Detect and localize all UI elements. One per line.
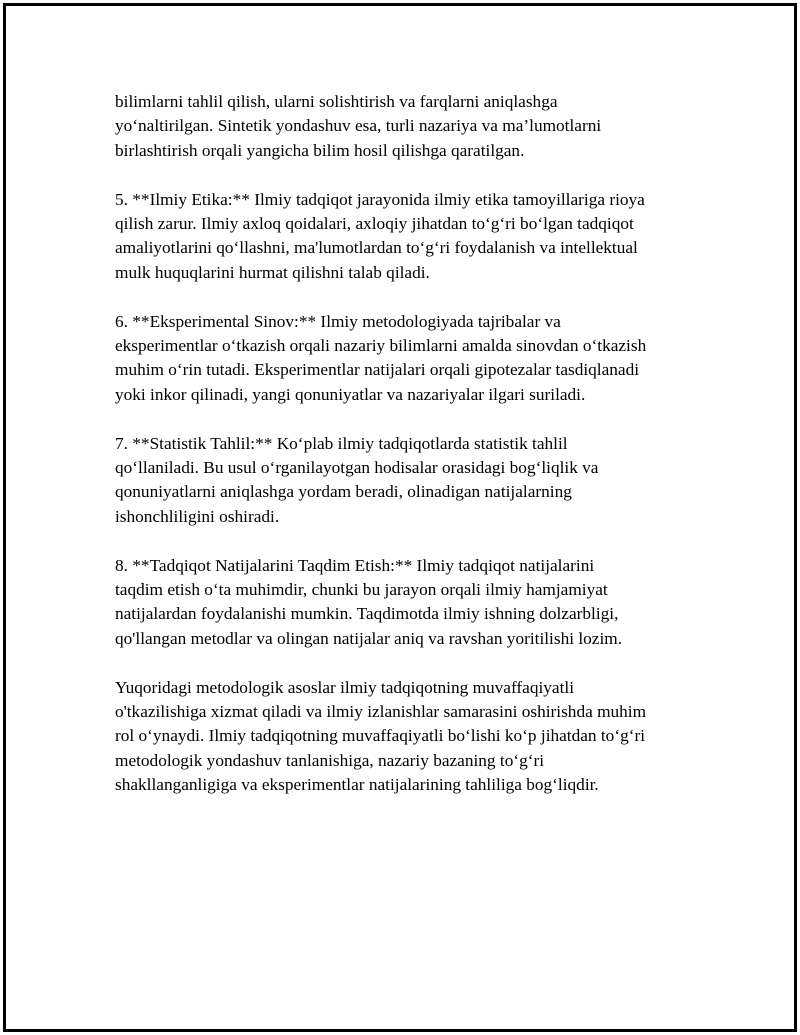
text-line: qo'llangan metodlar va olingan natijalar aniq va ravshan yoritilishi lozim. [115,628,623,648]
text-line: taqdim etish o‘ta muhimdir, chunki bu jarayon orqali ilmiy hamjamiyat [115,580,608,600]
text-line: yo‘naltirilgan. Sintetik yondashuv esa, turli nazariya va ma’lumotlarni [115,116,602,136]
text-line: qo‘llaniladi. Bu usul o‘rganilayotgan hodisalar orasidagi bog‘liqlik va [115,458,599,478]
text-line: shakllanganligiga va eksperimentlar natijalarining tahliliga bog‘liqdir. [115,775,599,795]
paragraph-statistik-tahlil [115,432,695,530]
paragraph-eksperimental-sinov [115,310,695,408]
text-line: natijalardan foydalanishi mumkin. Taqdimotda ilmiy ishning dolzarbligi, [115,604,619,624]
text-line: birlashtirish orqali yangicha bilim hosil qilishga qaratilgan. [115,140,525,160]
text-line: 7. **Statistik Tahlil:** Ko‘plab ilmiy tadqiqotlarda statistik tahlil [115,433,568,453]
text-line: amaliyotlarini qo‘llashni, ma'lumotlardan to‘g‘ri foydalanish va intellektual [115,238,638,258]
text-line: rol o‘ynaydi. Ilmiy tadqiqotning muvaffaqiyatli bo‘lishi ko‘p jihatdan to‘g‘ri [115,726,646,746]
paragraph-conclusion [115,676,695,798]
text-line: 5. **Ilmiy Etika:** Ilmiy tadqiqot jarayonida ilmiy etika tamoyillariga rioya [115,189,645,209]
text-line: bilimlarni tahlil qilish, ularni solishtirish va farqlarni aniqlashga [115,92,558,111]
text-line: muhim o‘rin tutadi. Eksperimentlar natijalari orqali gipotezalar tasdiqlanadi [115,360,640,380]
document-body [115,90,695,822]
text-line: 6. **Eksperimental Sinov:** Ilmiy metodologiyada tajribalar va [115,311,561,331]
paragraph-ilmiy-etika [115,188,695,286]
text-line: eksperimentlar o‘tkazish orqali nazariy bilimlarni amalda sinovdan o‘tkazish [115,336,647,356]
text-line: mulk huquqlarini hurmat qilishni talab qiladi. [115,262,430,282]
paragraph-analytic-synthetic [115,90,695,163]
text-line: metodologik yondashuv tanlanishiga, nazariy bazaning to‘g‘ri [115,750,545,770]
text-line: yoki inkor qilinadi, yangi qonuniyatlar va nazariyalar ilgari suriladi. [115,384,586,404]
text-line: qonuniyatlarni aniqlashga yordam beradi, olinadigan natijalarning [115,482,572,502]
text-line: qilish zarur. Ilmiy axloq qoidalari, axloqiy jihatdan to‘g‘ri bo‘lgan tadqiqot [115,214,634,234]
text-line: Yuqoridagi metodologik asoslar ilmiy tadqiqotning muvaffaqiyatli [115,677,575,697]
text-line: ishonchliligini oshiradi. [115,506,280,526]
text-line: o'tkazilishiga xizmat qiladi va ilmiy izlanishlar samarasini oshirishda muhim [115,702,647,722]
paragraph-natijalarni-taqdim-etish [115,554,695,652]
text-line: 8. **Tadqiqot Natijalarini Taqdim Etish:** Ilmiy tadqiqot natijalarini [115,555,595,575]
